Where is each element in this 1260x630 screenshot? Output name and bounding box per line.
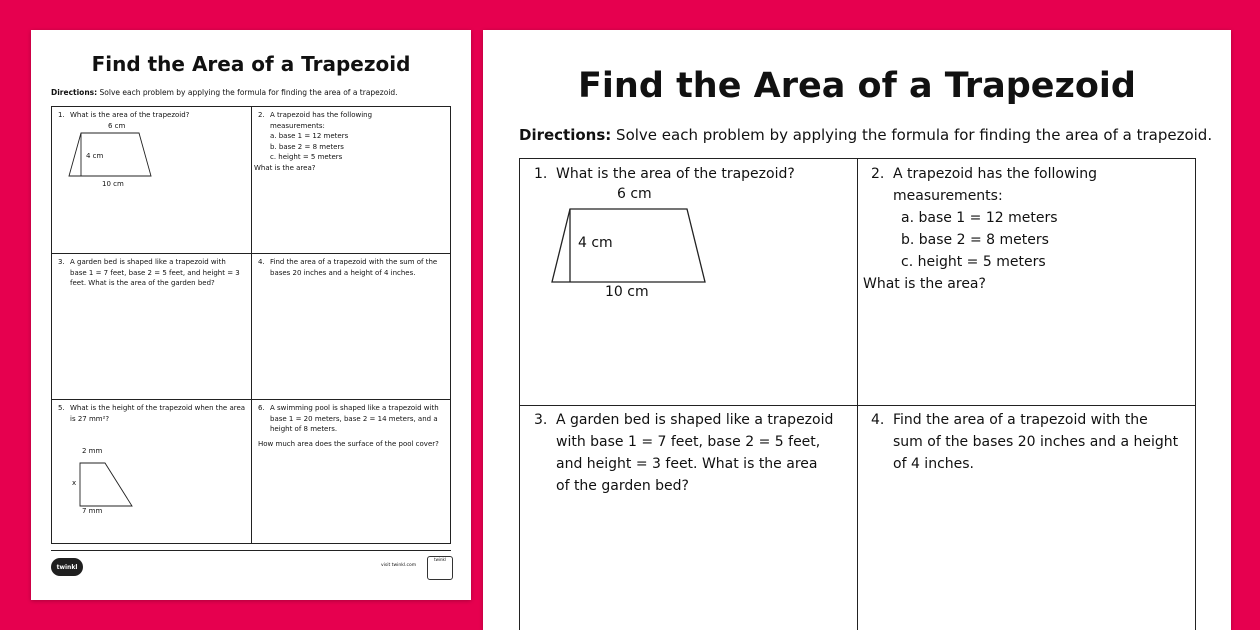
problem-3: [534, 409, 834, 497]
problem-3: [58, 257, 240, 289]
problem-text: What is the height of the trapezoid when the area is 27 mm²?: [70, 404, 246, 423]
grid-divider: [520, 405, 1195, 406]
grid-divider: [52, 399, 450, 400]
problem-text: A garden bed is shaped like a trapezoid with base 1 = 7 feet, base 2 = 5 feet, and height = 3 feet. What is the area of the garden bed?: [70, 258, 240, 287]
measurement-b: b. base 2 = 8 meters: [901, 232, 1049, 248]
problem-number: 4.: [871, 412, 885, 428]
badge-text: twinkl: [434, 557, 446, 562]
problem-text: Find the area of a trapezoid with the sum of the bases 20 inches and a height of 4 inches.: [270, 258, 438, 277]
problem-question: What is the area?: [863, 276, 986, 292]
bottom-base-label: 7 mm: [82, 507, 103, 515]
top-base-label: 6 cm: [108, 122, 126, 130]
grid-divider: [251, 107, 252, 543]
problem-2: [863, 163, 1189, 295]
problem-line: A trapezoid has the following: [893, 166, 1098, 182]
measurement-c: c. height = 5 meters: [270, 153, 343, 161]
measurement-c: c. height = 5 meters: [901, 254, 1046, 270]
problem-number: 3.: [58, 258, 65, 266]
problem-2: [254, 110, 446, 173]
directions-text: Solve each problem by applying the formula for finding the area of a trapezoid.: [97, 88, 398, 97]
problem-number: 4.: [258, 258, 265, 266]
directions: [51, 88, 398, 97]
trapezoid-shape: [552, 209, 705, 282]
problem-text: A swimming pool is shaped like a trapezoid with base 1 = 20 meters, base 2 = 14 meters, and a height of 8 meters.: [270, 404, 439, 433]
problem-5: [58, 403, 246, 424]
problem-number: 5.: [58, 404, 65, 412]
problem-1: [534, 163, 844, 185]
measurement-a: a. base 1 = 12 meters: [901, 210, 1058, 226]
page-title: Find the Area of a Trapezoid: [578, 66, 1136, 106]
problem-question: How much area does the surface of the pool cover?: [258, 439, 439, 448]
twinkl-badge: [427, 556, 453, 580]
bottom-base-label: 10 cm: [605, 284, 649, 300]
measurement-a: a. base 1 = 12 meters: [270, 132, 349, 140]
problem-line: measurements:: [893, 188, 1003, 204]
problem-question: What is the area of the trapezoid?: [70, 111, 190, 119]
problem-grid: [519, 158, 1196, 630]
problem-grid: [51, 106, 451, 544]
problem-line: A trapezoid has the following: [270, 111, 373, 119]
problem-6: [258, 403, 448, 449]
problem-number: 3.: [534, 412, 548, 428]
directions-label: Directions:: [51, 88, 98, 97]
trapezoid-figure: [67, 127, 167, 187]
footer-divider: [51, 550, 451, 551]
top-base-label: 6 cm: [617, 186, 652, 202]
worksheet-thumbnail[interactable]: [31, 30, 471, 600]
right-trapezoid-shape: [80, 463, 132, 506]
worksheet-detail[interactable]: [483, 30, 1231, 630]
footer-url: visit twinkl.com: [381, 563, 417, 568]
height-label: x: [72, 479, 77, 487]
directions: [519, 126, 1212, 144]
problem-text: A garden bed is shaped like a trapezoid with base 1 = 7 feet, base 2 = 5 feet, and height = 3 feet. What is the area of the garden bed?: [556, 412, 834, 494]
height-label: 4 cm: [578, 235, 613, 251]
twinkl-logo: twinkl: [51, 558, 83, 576]
problem-question: What is the area?: [254, 163, 316, 172]
problem-line: measurements:: [270, 121, 325, 130]
problem-number: 6.: [258, 404, 265, 412]
problem-1: [58, 110, 246, 121]
page-title: Find the Area of a Trapezoid: [91, 52, 411, 76]
problem-number: 2.: [258, 111, 265, 119]
problem-number: 1.: [58, 111, 65, 119]
right-trapezoid-figure: [72, 455, 172, 515]
problem-number: 1.: [534, 166, 548, 182]
trapezoid-figure: [550, 205, 720, 287]
measurement-b: b. base 2 = 8 meters: [270, 142, 344, 151]
problem-4: [258, 257, 446, 278]
top-base-label: 2 mm: [82, 447, 103, 455]
problem-text: Find the area of a trapezoid with the sum of the bases 20 inches and a height of 4 inches.: [893, 412, 1179, 472]
directions-label: Directions:: [519, 126, 612, 144]
grid-divider: [52, 253, 450, 254]
problem-question: What is the area of the trapezoid?: [556, 166, 795, 182]
problem-4: [871, 409, 1181, 475]
directions-text: Solve each problem by applying the formula for finding the area of a trapezoid.: [611, 126, 1213, 144]
bottom-base-label: 10 cm: [102, 180, 124, 188]
grid-divider: [857, 159, 858, 630]
height-label: 4 cm: [86, 152, 104, 160]
problem-number: 2.: [871, 166, 885, 182]
